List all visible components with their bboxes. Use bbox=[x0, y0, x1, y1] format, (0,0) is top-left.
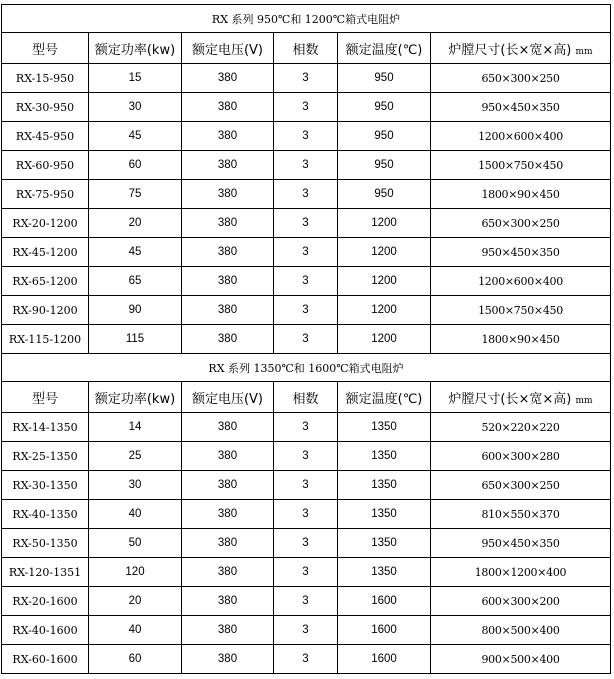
column-header-temp: 额定温度(℃) bbox=[338, 382, 431, 413]
cell-voltage: 380 bbox=[182, 209, 274, 238]
cell-phase: 3 bbox=[274, 93, 338, 122]
cell-phase: 3 bbox=[274, 413, 338, 442]
column-header-size bbox=[431, 33, 611, 64]
section-title: RX 系列 950℃和 1200℃箱式电阻炉 bbox=[2, 5, 611, 33]
column-header-power: 额定功率(kw) bbox=[89, 382, 182, 413]
table-row bbox=[2, 558, 611, 587]
cell-temp: 950 bbox=[338, 180, 431, 209]
cell-temp: 1200 bbox=[338, 267, 431, 296]
cell-model: RX-40-1600 bbox=[2, 616, 89, 645]
table-row bbox=[2, 471, 611, 500]
cell-power: 90 bbox=[89, 296, 182, 325]
cell-model: RX-60-1600 bbox=[2, 645, 89, 674]
cell-phase: 3 bbox=[274, 587, 338, 616]
table-row bbox=[2, 64, 611, 93]
cell-power: 40 bbox=[89, 500, 182, 529]
cell-size: 950×450×350 bbox=[431, 529, 611, 558]
cell-power: 45 bbox=[89, 238, 182, 267]
cell-model: RX-45-1200 bbox=[2, 238, 89, 267]
furnace-spec-table bbox=[1, 4, 611, 674]
cell-temp: 1350 bbox=[338, 500, 431, 529]
table-row bbox=[2, 267, 611, 296]
column-header-power: 额定功率(kw) bbox=[89, 33, 182, 64]
cell-phase: 3 bbox=[274, 442, 338, 471]
cell-voltage: 380 bbox=[182, 64, 274, 93]
cell-power: 14 bbox=[89, 413, 182, 442]
section-title: RX 系列 1350℃和 1600℃箱式电阻炉 bbox=[2, 354, 611, 382]
cell-temp: 950 bbox=[338, 122, 431, 151]
cell-model: RX-15-950 bbox=[2, 64, 89, 93]
cell-model: RX-90-1200 bbox=[2, 296, 89, 325]
cell-model: RX-20-1200 bbox=[2, 209, 89, 238]
cell-size: 1800×90×450 bbox=[431, 325, 611, 354]
cell-size: 950×450×350 bbox=[431, 238, 611, 267]
cell-phase: 3 bbox=[274, 238, 338, 267]
table-row bbox=[2, 587, 611, 616]
cell-phase: 3 bbox=[274, 325, 338, 354]
cell-phase: 3 bbox=[274, 122, 338, 151]
cell-phase: 3 bbox=[274, 151, 338, 180]
column-header-row bbox=[2, 382, 611, 413]
cell-temp: 1200 bbox=[338, 238, 431, 267]
cell-phase: 3 bbox=[274, 209, 338, 238]
section-title-row bbox=[2, 354, 611, 382]
table-row bbox=[2, 238, 611, 267]
cell-phase: 3 bbox=[274, 471, 338, 500]
cell-size: 1500×750×450 bbox=[431, 151, 611, 180]
cell-size: 1800×1200×400 bbox=[431, 558, 611, 587]
cell-power: 50 bbox=[89, 529, 182, 558]
cell-temp: 1350 bbox=[338, 529, 431, 558]
cell-voltage: 380 bbox=[182, 93, 274, 122]
table-row bbox=[2, 209, 611, 238]
cell-temp: 1600 bbox=[338, 645, 431, 674]
cell-size: 1200×600×400 bbox=[431, 267, 611, 296]
cell-voltage: 380 bbox=[182, 151, 274, 180]
cell-phase: 3 bbox=[274, 558, 338, 587]
table-row bbox=[2, 529, 611, 558]
column-header-size-label: 炉膛尺寸(长×宽×高) bbox=[448, 42, 572, 58]
cell-model: RX-40-1350 bbox=[2, 500, 89, 529]
table-row bbox=[2, 616, 611, 645]
cell-voltage: 380 bbox=[182, 558, 274, 587]
cell-size: 1200×600×400 bbox=[431, 122, 611, 151]
cell-phase: 3 bbox=[274, 529, 338, 558]
cell-phase: 3 bbox=[274, 500, 338, 529]
cell-size: 600×300×200 bbox=[431, 587, 611, 616]
cell-temp: 1600 bbox=[338, 587, 431, 616]
table-row bbox=[2, 151, 611, 180]
column-header-size-unit: mm bbox=[575, 46, 593, 57]
cell-voltage: 380 bbox=[182, 587, 274, 616]
cell-voltage: 380 bbox=[182, 529, 274, 558]
cell-power: 65 bbox=[89, 267, 182, 296]
cell-size: 900×500×400 bbox=[431, 645, 611, 674]
column-header-size bbox=[431, 382, 611, 413]
table-row bbox=[2, 442, 611, 471]
column-header-phase: 相数 bbox=[274, 33, 338, 64]
cell-temp: 1200 bbox=[338, 296, 431, 325]
cell-size: 650×300×250 bbox=[431, 64, 611, 93]
cell-temp: 1350 bbox=[338, 442, 431, 471]
table-row bbox=[2, 500, 611, 529]
cell-model: RX-14-1350 bbox=[2, 413, 89, 442]
table-row bbox=[2, 645, 611, 674]
section-title-row bbox=[2, 5, 611, 33]
cell-power: 25 bbox=[89, 442, 182, 471]
cell-power: 60 bbox=[89, 645, 182, 674]
cell-voltage: 380 bbox=[182, 325, 274, 354]
cell-size: 800×500×400 bbox=[431, 616, 611, 645]
cell-power: 60 bbox=[89, 151, 182, 180]
column-header-model: 型号 bbox=[2, 382, 89, 413]
table-row bbox=[2, 413, 611, 442]
column-header-model: 型号 bbox=[2, 33, 89, 64]
cell-temp: 1600 bbox=[338, 616, 431, 645]
cell-temp: 1200 bbox=[338, 325, 431, 354]
column-header-row bbox=[2, 33, 611, 64]
cell-power: 20 bbox=[89, 587, 182, 616]
cell-size: 1500×750×450 bbox=[431, 296, 611, 325]
cell-voltage: 380 bbox=[182, 180, 274, 209]
column-header-voltage: 额定电压(V) bbox=[182, 33, 274, 64]
cell-voltage: 380 bbox=[182, 471, 274, 500]
cell-size: 950×450×350 bbox=[431, 93, 611, 122]
cell-power: 40 bbox=[89, 616, 182, 645]
cell-phase: 3 bbox=[274, 267, 338, 296]
cell-model: RX-75-950 bbox=[2, 180, 89, 209]
column-header-size-unit: mm bbox=[575, 395, 593, 406]
cell-power: 30 bbox=[89, 93, 182, 122]
cell-size: 650×300×250 bbox=[431, 209, 611, 238]
table-row bbox=[2, 296, 611, 325]
column-header-temp: 额定温度(℃) bbox=[338, 33, 431, 64]
cell-temp: 1350 bbox=[338, 471, 431, 500]
cell-voltage: 380 bbox=[182, 238, 274, 267]
cell-phase: 3 bbox=[274, 296, 338, 325]
cell-temp: 1200 bbox=[338, 209, 431, 238]
column-header-voltage: 额定电压(V) bbox=[182, 382, 274, 413]
table-row bbox=[2, 122, 611, 151]
cell-model: RX-120-1351 bbox=[2, 558, 89, 587]
cell-voltage: 380 bbox=[182, 413, 274, 442]
cell-temp: 950 bbox=[338, 93, 431, 122]
spec-table-body bbox=[2, 5, 611, 674]
cell-model: RX-30-1350 bbox=[2, 471, 89, 500]
cell-voltage: 380 bbox=[182, 500, 274, 529]
cell-model: RX-45-950 bbox=[2, 122, 89, 151]
cell-power: 115 bbox=[89, 325, 182, 354]
cell-phase: 3 bbox=[274, 616, 338, 645]
table-row bbox=[2, 325, 611, 354]
cell-temp: 1350 bbox=[338, 558, 431, 587]
cell-power: 75 bbox=[89, 180, 182, 209]
cell-model: RX-25-1350 bbox=[2, 442, 89, 471]
cell-voltage: 380 bbox=[182, 645, 274, 674]
column-header-phase: 相数 bbox=[274, 382, 338, 413]
cell-size: 600×300×280 bbox=[431, 442, 611, 471]
column-header-size-label: 炉膛尺寸(长×宽×高) bbox=[448, 391, 572, 407]
cell-model: RX-115-1200 bbox=[2, 325, 89, 354]
cell-phase: 3 bbox=[274, 180, 338, 209]
cell-power: 30 bbox=[89, 471, 182, 500]
cell-power: 120 bbox=[89, 558, 182, 587]
table-row bbox=[2, 93, 611, 122]
cell-temp: 950 bbox=[338, 151, 431, 180]
cell-power: 15 bbox=[89, 64, 182, 93]
table-row bbox=[2, 180, 611, 209]
cell-size: 810×550×370 bbox=[431, 500, 611, 529]
cell-voltage: 380 bbox=[182, 442, 274, 471]
cell-model: RX-65-1200 bbox=[2, 267, 89, 296]
cell-model: RX-20-1600 bbox=[2, 587, 89, 616]
cell-temp: 950 bbox=[338, 64, 431, 93]
cell-voltage: 380 bbox=[182, 296, 274, 325]
cell-power: 45 bbox=[89, 122, 182, 151]
cell-size: 1800×90×450 bbox=[431, 180, 611, 209]
cell-size: 650×300×250 bbox=[431, 471, 611, 500]
cell-voltage: 380 bbox=[182, 616, 274, 645]
cell-phase: 3 bbox=[274, 64, 338, 93]
cell-temp: 1350 bbox=[338, 413, 431, 442]
cell-model: RX-50-1350 bbox=[2, 529, 89, 558]
cell-voltage: 380 bbox=[182, 122, 274, 151]
cell-model: RX-60-950 bbox=[2, 151, 89, 180]
cell-model: RX-30-950 bbox=[2, 93, 89, 122]
cell-power: 20 bbox=[89, 209, 182, 238]
cell-phase: 3 bbox=[274, 645, 338, 674]
cell-size: 520×220×220 bbox=[431, 413, 611, 442]
cell-voltage: 380 bbox=[182, 267, 274, 296]
